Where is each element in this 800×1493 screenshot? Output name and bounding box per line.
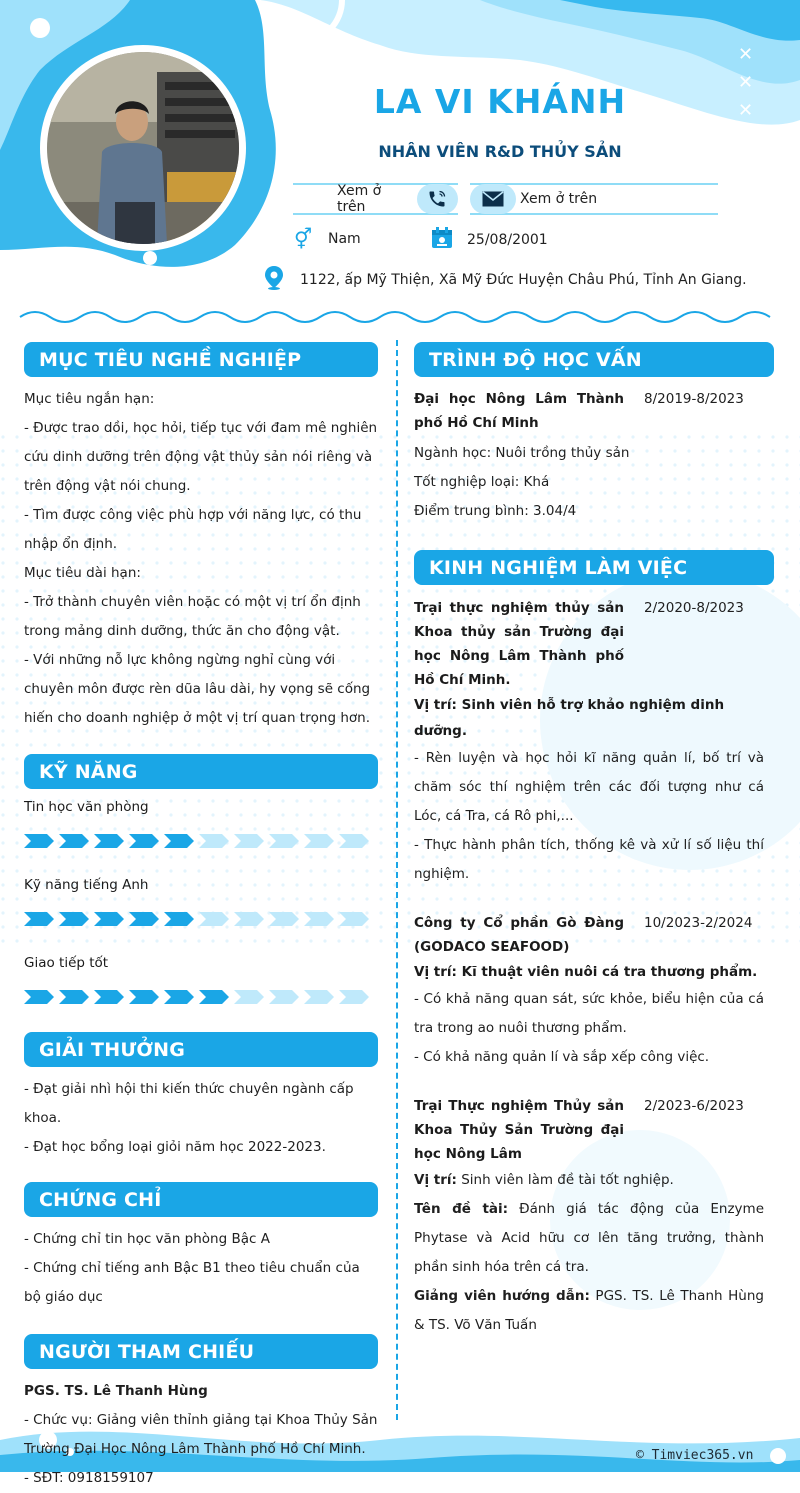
section-heading-experience: KINH NGHIỆM LÀM VIỆC: [414, 550, 774, 585]
candidate-name: LA VI KHÁNH: [373, 82, 627, 121]
gender-value: Nam: [328, 231, 361, 247]
job-company: Công ty Cổ phần Gò Đàng (GODACO SEAFOOD): [414, 915, 624, 955]
job-topic-value: Đánh giá tác động của Enzyme Phytase và Acid hữu cơ lên tăng trưởng, thành phần sinh hóa trên cá tra.: [414, 1201, 765, 1275]
skill-chevron-filled: [199, 990, 229, 1004]
close-icon: ✕: [738, 100, 754, 121]
award-line: - Đạt giải nhì hội thi kiến thức chuyên ngành cấp khoa.: [24, 1081, 354, 1126]
job-role: Vị trí: Sinh viên hỗ trợ khảo nghiệm dinh dưỡng.: [414, 697, 725, 739]
skill-chevron-empty: [339, 990, 369, 1004]
job-line: - Có khả năng quan sát, sức khỏe, biểu hiện của cá tra trong ao nuôi thương phẩm.: [414, 991, 764, 1036]
skill-chevron-filled: [164, 990, 194, 1004]
birthday-value: 25/08/2001: [467, 232, 548, 248]
skill-chevron-empty: [269, 834, 299, 848]
job-line: - Có khả năng quản lí và sắp xếp công việc.: [414, 1049, 710, 1065]
skill-chevron-empty: [269, 912, 299, 926]
skill-chevron-empty: [199, 912, 229, 926]
job-role-label: Vị trí:: [414, 1172, 457, 1188]
education-date: 8/2019-8/2023: [644, 391, 744, 407]
location-icon: [264, 266, 300, 294]
skill-chevron-empty: [339, 912, 369, 926]
awards-text: [24, 1075, 378, 1162]
skill-item: [24, 875, 378, 931]
job-company: Trại thực nghiệm thủy sản Khoa thủy sản Trường đại học Nông Lâm Thành phố Hồ Chí Minh.: [414, 600, 624, 688]
education-entry: [414, 387, 774, 526]
objective-line: Mục tiêu ngắn hạn:: [24, 391, 155, 407]
award-line: - Đạt học bổng loại giỏi năm học 2022-2023.: [24, 1139, 326, 1155]
skill-chevron-filled: [94, 834, 124, 848]
job-entry: [414, 911, 774, 1072]
skill-chevron-filled: [59, 990, 89, 1004]
column-divider: [396, 340, 398, 1420]
phone-icon: [417, 184, 458, 214]
gender-row: [294, 227, 361, 251]
wave-divider: [20, 306, 770, 328]
section-heading-education: TRÌNH ĐỘ HỌC VẤN: [414, 342, 774, 377]
job-role-line: [414, 1166, 764, 1195]
school-name: Đại học Nông Lâm Thành phố Hồ Chí Minh: [414, 391, 624, 431]
skill-label: Giao tiếp tốt: [24, 955, 109, 971]
birthday-row: [431, 227, 548, 253]
certificate-line: - Chứng chỉ tin học văn phòng Bậc A: [24, 1231, 270, 1247]
address-row: [264, 266, 747, 294]
references-text: [24, 1377, 378, 1493]
job-title: NHÂN VIÊN R&D THỦY SẢN: [378, 142, 622, 161]
job-date: 2/2023-6/2023: [644, 1098, 744, 1114]
skill-item: [24, 797, 378, 853]
skill-chevron-filled: [129, 990, 159, 1004]
close-icon: ✕: [738, 44, 754, 65]
job-line: - Thực hành phân tích, thống kê và xử lí số liệu thí nghiệm.: [414, 837, 764, 882]
skill-chevron-filled: [94, 912, 124, 926]
objective-line: - Tìm được công việc phù hợp với năng lực, có thu nhập ổn định.: [24, 507, 362, 552]
skill-chevron-empty: [234, 834, 264, 848]
skill-chevron-filled: [59, 834, 89, 848]
skill-chevron-empty: [304, 834, 334, 848]
job-entry: [414, 596, 774, 889]
footer-watermark: © Timviec365.vn: [636, 1448, 754, 1463]
profile-photo: [47, 52, 239, 244]
job-date: 2/2020-8/2023: [644, 600, 744, 616]
right-column: [414, 342, 774, 1340]
objective-line: - Được trao dồi, học hỏi, tiếp tục với đam mê nghiên cứu dinh dưỡng trên động vật thủy sản nói riêng và trên động vật nói chung.: [24, 420, 378, 494]
objective-text: [24, 385, 378, 733]
section-heading-certificates: CHỨNG CHỈ: [24, 1182, 378, 1217]
phone-text: Xem ở trên: [337, 183, 382, 215]
objective-line: - Với những nỗ lực không ngừng nghỉ cùng với chuyên môn được rèn dũa lâu dài, hy vọng sẽ cống hiến cho doanh nghiệp ở một vị trí quan trọng hơn.: [24, 652, 371, 726]
job-role-value: Sinh viên làm đề tài tốt nghiệp.: [456, 1172, 674, 1188]
skill-label: Kỹ năng tiếng Anh: [24, 877, 149, 893]
education-line: Tốt nghiệp loại: Khá: [414, 474, 550, 490]
skill-chevron-empty: [339, 834, 369, 848]
skill-chevron-filled: [129, 834, 159, 848]
certificate-line: - Chứng chỉ tiếng anh Bậc B1 theo tiêu chuẩn của bộ giáo dục: [24, 1260, 360, 1305]
job-advisor-label: Giảng viên hướng dẫn:: [414, 1288, 590, 1304]
email-text: Xem ở trên: [520, 191, 598, 207]
close-icon: ✕: [738, 72, 754, 93]
skill-level-bar: [24, 989, 378, 1005]
skill-chevron-filled: [164, 834, 194, 848]
reference-line: - SĐT: 0918159107: [24, 1470, 154, 1486]
skill-chevron-empty: [234, 990, 264, 1004]
education-line: Ngành học: Nuôi trồng thủy sản: [414, 445, 630, 461]
objective-line: - Trở thành chuyên viên hoặc có một vị trí ổn định trong mảng dinh dưỡng, thức ăn cho động vật.: [24, 594, 361, 639]
skill-chevron-empty: [304, 912, 334, 926]
job-topic-line: [414, 1195, 764, 1282]
avatar: [40, 45, 246, 251]
job-entry: [414, 1094, 774, 1340]
reference-line: - Chức vụ: Giảng viên thỉnh giảng tại Khoa Thủy Sản Trường Đại Học Nông Lâm Thành phố Hồ Chí Minh.: [24, 1412, 378, 1457]
section-heading-references: NGƯỜI THAM CHIẾU: [24, 1334, 378, 1369]
skill-chevron-empty: [269, 990, 299, 1004]
skill-chevron-empty: [199, 834, 229, 848]
job-advisor-line: [414, 1282, 764, 1340]
reference-name: PGS. TS. Lê Thanh Hùng: [24, 1383, 208, 1399]
job-advisor-value: PGS. TS. Lê Thanh Hùng & TS. Võ Văn Tuấn: [414, 1288, 764, 1333]
email-field: [470, 183, 718, 215]
job-date: 10/2023-2/2024: [644, 915, 753, 931]
section-heading-skills: KỸ NĂNG: [24, 754, 378, 789]
calendar-icon: [431, 227, 467, 253]
left-column: [24, 342, 378, 1493]
address-value: 1122, ấp Mỹ Thiện, Xã Mỹ Đức Huyện Châu Phú, Tỉnh An Giang.: [300, 272, 747, 288]
skill-item: [24, 953, 378, 1009]
job-role: Vị trí: Kĩ thuật viên nuôi cá tra thương phẩm.: [414, 964, 758, 980]
job-line: - Rèn luyện và học hỏi kĩ năng quản lí, bố trí và chăm sóc thí nghiệm trên các đối tượng như cá Lóc, cá Tra, cá Rô phi,...: [414, 750, 764, 824]
skill-chevron-filled: [59, 912, 89, 926]
education-line: Điểm trung bình: 3.04/4: [414, 503, 577, 519]
gender-icon: ⚥: [294, 227, 313, 251]
phone-field: [293, 183, 458, 215]
section-heading-awards: GIẢI THƯỞNG: [24, 1032, 378, 1067]
skill-chevron-filled: [24, 990, 54, 1004]
skill-chevron-empty: [304, 990, 334, 1004]
skill-chevron-filled: [24, 834, 54, 848]
skill-chevron-filled: [94, 990, 124, 1004]
certificates-text: [24, 1225, 378, 1312]
skill-chevron-filled: [129, 912, 159, 926]
objective-line: Mục tiêu dài hạn:: [24, 565, 141, 581]
skill-level-bar: [24, 833, 378, 849]
section-heading-objective: MỤC TIÊU NGHỀ NGHIỆP: [24, 342, 378, 377]
skill-level-bar: [24, 911, 378, 927]
mail-icon: [470, 184, 516, 214]
skill-chevron-filled: [24, 912, 54, 926]
skill-chevron-filled: [164, 912, 194, 926]
skill-chevron-empty: [234, 912, 264, 926]
job-company: Trại Thực nghiệm Thủy sản Khoa Thủy Sản Trường đại học Nông Lâm: [414, 1098, 624, 1162]
skill-label: Tin học văn phòng: [24, 799, 149, 815]
job-topic-label: Tên đề tài:: [414, 1201, 509, 1217]
